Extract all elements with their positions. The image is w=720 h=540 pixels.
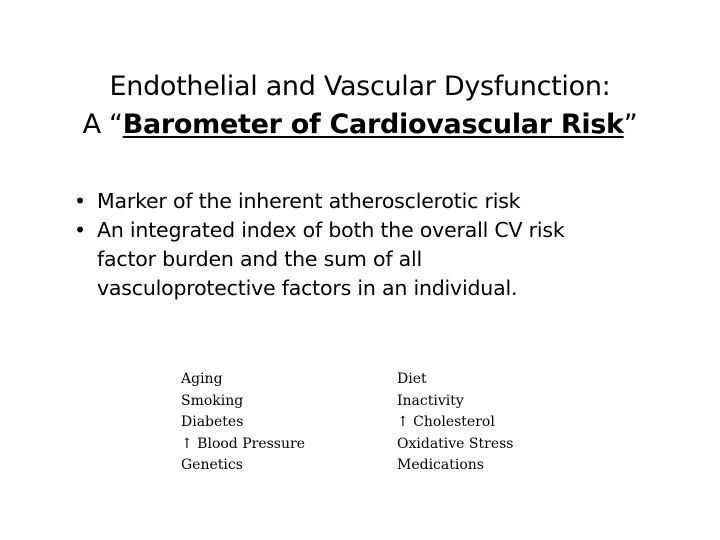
title-line-2 — [40, 106, 680, 144]
bullet-item — [74, 187, 674, 216]
risk-factor-item: Oxidative Stress — [397, 435, 514, 452]
title-line-1: Endothelial and Vascular Dysfunction: — [109, 71, 611, 102]
risk-factor-item: Genetics — [181, 457, 243, 473]
bullet-marker: • — [74, 189, 86, 213]
bullet-text-line: factor burden and the sum of all — [97, 247, 423, 271]
title-line-2-prefix: A “ — [82, 109, 123, 140]
title-line-2-suffix: ” — [623, 109, 638, 140]
risk-factors-left-column — [181, 369, 305, 477]
bullet-text-line: vasculoprotective factors in an individual. — [97, 276, 518, 300]
risk-factor-item: ↑ Cholesterol — [397, 414, 495, 430]
risk-factor-item: Medications — [397, 457, 484, 473]
bullet-marker: • — [74, 218, 86, 242]
title-emphasis: Barometer of Cardiovascular Risk — [122, 109, 624, 140]
risk-factor-item: Smoking — [181, 392, 244, 409]
risk-factor-item: Inactivity — [397, 392, 464, 409]
risk-factor-item: Diet — [397, 371, 427, 387]
bullet-list — [74, 187, 674, 303]
bullet-text: Marker of the inherent atherosclerotic risk — [97, 189, 521, 213]
risk-factor-item: Diabetes — [181, 414, 244, 430]
bullet-item — [74, 216, 674, 303]
risk-factor-item: ↑ Blood Pressure — [181, 435, 305, 452]
bullet-text-line: An integrated index of both the overall CV risk — [97, 218, 565, 242]
slide-title — [40, 68, 680, 144]
risk-factors-right-column — [397, 369, 513, 477]
risk-factor-item: Aging — [181, 371, 223, 387]
